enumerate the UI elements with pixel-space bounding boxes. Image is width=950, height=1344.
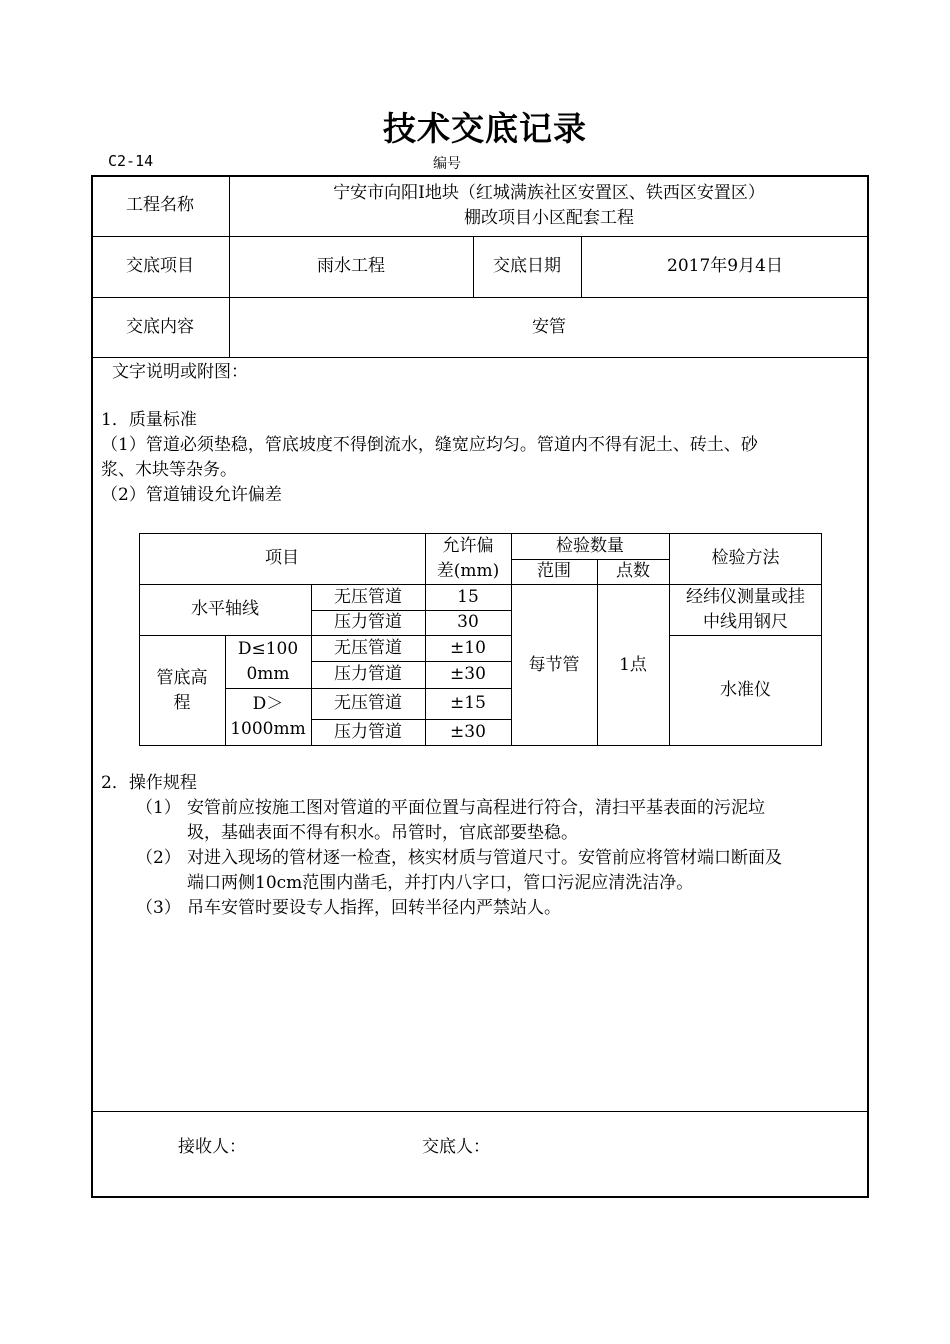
th-method: 检验方法 (711, 548, 780, 568)
s2-item-line2: 端口两侧10cm范围内凿毛，并打内八字口，管口污泥应清洗洁净。 (187, 873, 694, 893)
section1-title: 1．质量标准 (101, 410, 197, 430)
date-label: 交底日期 (493, 256, 561, 276)
section2-title: 2．操作规程 (101, 773, 197, 793)
s2-item-line1: 安管前应按施工图对管道的平面位置与高程进行符合，清扫平基表面的污泥垃 (187, 798, 765, 818)
s1-p1-line1: （1）管道必须垫稳，管底坡度不得倒流水，缝宽应均匀。管道内不得有泥土、砖土、砂 (101, 435, 758, 455)
d-gt-1000-label (225, 688, 311, 746)
d-le-1000-label (225, 635, 311, 688)
method-axis (669, 584, 822, 635)
th-item: 项目 (265, 548, 299, 568)
tolerance-value: 15 (457, 586, 479, 607)
th-tolerance (425, 533, 511, 584)
item-value: 雨水工程 (317, 256, 385, 276)
project-name-label: 工程名称 (126, 195, 194, 215)
d-gt-l1: D＞ (252, 694, 284, 714)
tolerance-value: ±30 (450, 664, 486, 684)
horizontal-axis-label: 水平轴线 (191, 599, 259, 619)
s2-item-line1: 对进入现场的管材逐一检查，核实材质与管道尺寸。安管前应将管材端口断面及 (187, 848, 782, 868)
th-points: 点数 (616, 561, 650, 581)
d-le-l2: 0mm (246, 663, 290, 684)
pressure-pipe: 压力管道 (334, 612, 402, 632)
s1-p2: （2）管道铺设允许偏差 (101, 485, 282, 505)
tolerance-value: ±10 (450, 637, 486, 658)
s1-p1-line2: 浆、木块等杂务。 (101, 460, 237, 480)
range-value: 每节管 (528, 654, 580, 675)
points-value: 1点 (619, 654, 647, 675)
tolerance-value: ±15 (450, 693, 486, 713)
form-code: C2-14 (108, 152, 154, 170)
d-le-l1: D≤100 (237, 638, 299, 659)
number-label: 编号 (433, 156, 461, 172)
s2-item-num: （2） (136, 848, 181, 868)
method-axis-l2: 中线用钢尺 (703, 611, 788, 632)
elevation-l2: 程 (173, 692, 191, 713)
d-gt-l2: 1000mm (230, 719, 306, 739)
tolerance-value: ±30 (450, 722, 486, 742)
project-name-value (229, 175, 869, 236)
date-value: 2017年9月4日 (667, 256, 783, 276)
pressure-pipe: 压力管道 (334, 664, 402, 684)
row-divider (91, 357, 869, 358)
content-label: 交底内容 (126, 316, 194, 337)
th-range: 范围 (537, 561, 571, 581)
discloser-label: 交底人： (422, 1137, 490, 1157)
s2-item-num: （1） (136, 798, 181, 818)
s2-item-line2: 圾，基础表面不得有积水。吊管时，官底部要垫稳。 (187, 823, 578, 843)
page-title: 技术交底记录 (383, 109, 587, 148)
method-elevation: 水准仪 (720, 680, 771, 700)
th-tolerance-l1: 允许偏 (442, 535, 494, 556)
th-tolerance-l2: 差(mm) (436, 560, 500, 581)
elevation-label (139, 635, 225, 746)
s2-item-num: （3） (136, 898, 181, 918)
s2-item-line1: 吊车安管时要设专人指挥，回转半径内严禁站人。 (187, 898, 561, 918)
content-value: 安管 (532, 316, 566, 337)
receiver-label: 接收人： (178, 1137, 246, 1157)
th-quantity: 检验数量 (556, 535, 624, 556)
non-pressure-pipe: 无压管道 (334, 693, 402, 713)
project-name-line2: 棚改项目小区配套工程 (464, 207, 634, 228)
pressure-pipe: 压力管道 (334, 722, 402, 742)
intro-text: 文字说明或附图： (112, 362, 248, 382)
project-name-line1: 宁安市向阳I地块（红城满族社区安置区、铁西区安置区） (333, 182, 765, 203)
tolerance-value: 30 (457, 612, 479, 632)
non-pressure-pipe: 无压管道 (334, 586, 402, 607)
elevation-l1: 管底高 (156, 667, 208, 688)
item-label: 交底项目 (126, 256, 194, 276)
method-axis-l1: 经纬仪测量或挂 (686, 586, 805, 607)
footer-divider (91, 1111, 869, 1112)
non-pressure-pipe: 无压管道 (334, 637, 402, 658)
